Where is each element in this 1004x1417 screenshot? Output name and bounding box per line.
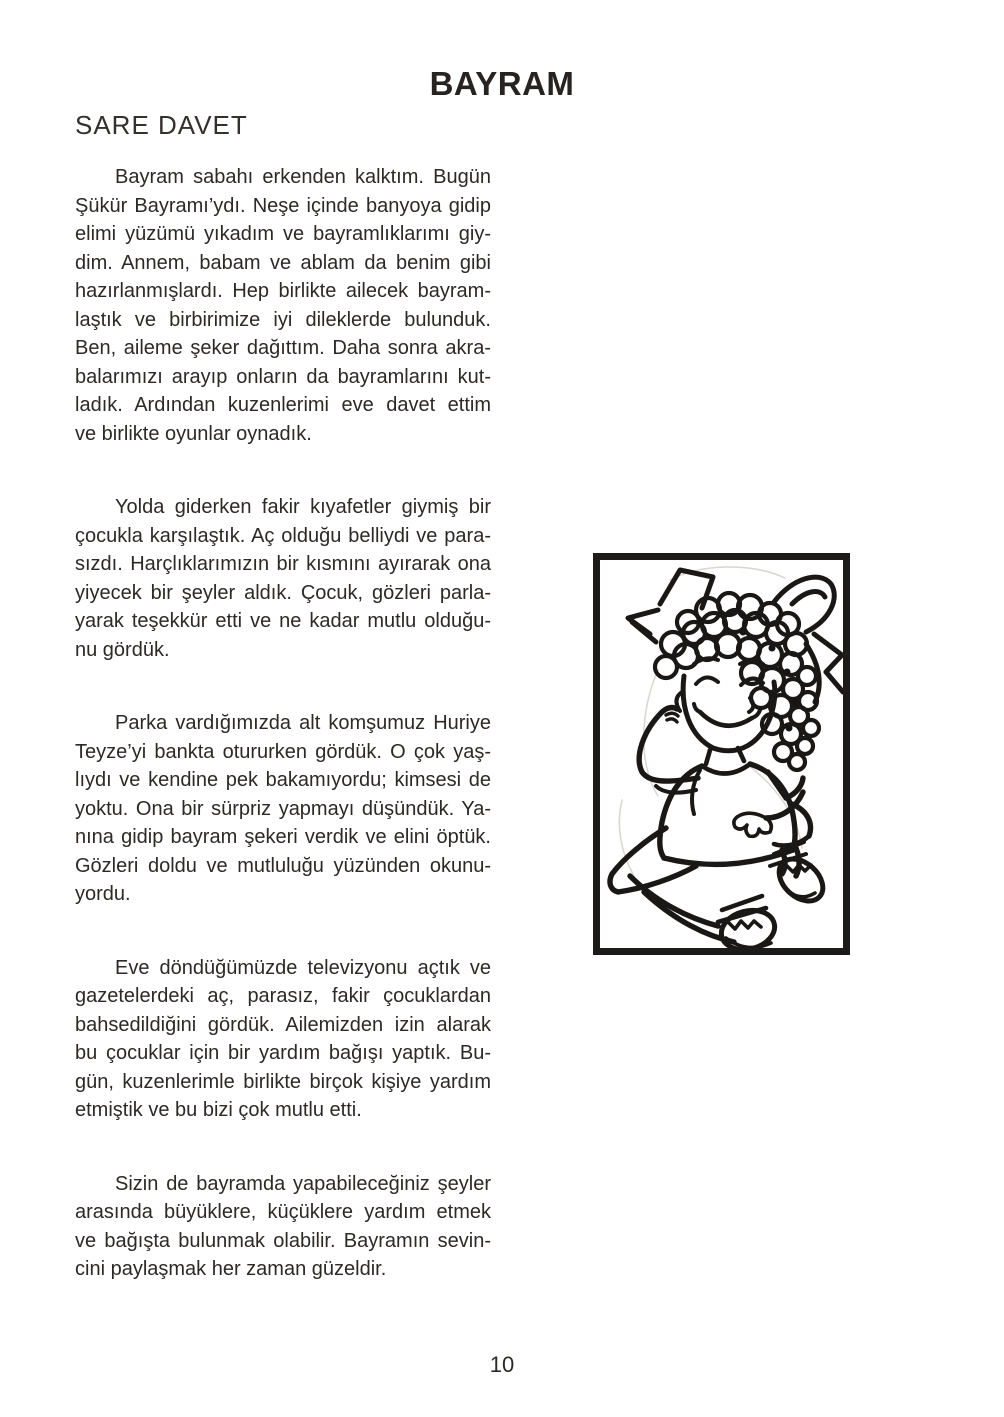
text-line: bu çocuklar için bir yardım bağışı yaptık. Bu- bbox=[75, 1042, 491, 1064]
text-line: Şükür Bayramı’ydı. Neşe içinde banyoya gidip bbox=[75, 194, 491, 217]
face-icon bbox=[676, 658, 774, 751]
text-line: nına gidip bayram şekeri verdik ve elini öptük. bbox=[75, 826, 491, 848]
paragraph bbox=[75, 163, 491, 448]
text-line: balarımızı arayıp onların da bayramlarını kut- bbox=[75, 365, 491, 388]
text-line: yoktu. Ona bir sürpriz yapmayı düşündük. Ya- bbox=[75, 797, 491, 820]
text-line: Sizin de bayramda yapabileceğiniz şeyler bbox=[115, 1172, 491, 1195]
text-line: ve birlikte oyunlar oynadık. bbox=[75, 422, 312, 445]
text-line: yiyecek bir şeyler aldık. Çocuk, gözleri parla- bbox=[75, 581, 491, 604]
text-line: yarak teşekkür etti ve ne kadar mutlu olduğu- bbox=[75, 610, 491, 632]
text-line: Gözleri doldu ve mutluluğu yüzünden okunu- bbox=[75, 854, 491, 877]
text-line: Yolda giderken fakir kıyafetler giymiş bir bbox=[115, 496, 491, 518]
text-line: elimi yüzümü yıkadım ve bayramlıklarımı giy- bbox=[75, 223, 491, 245]
hair-curls-icon bbox=[655, 593, 819, 770]
text-line: Eve döndüğümüzde televizyonu açtık ve bbox=[115, 956, 491, 979]
tummy-arm-icon bbox=[734, 792, 811, 846]
text-line: nu gördük. bbox=[75, 638, 170, 661]
paragraph bbox=[75, 709, 491, 909]
text-line: arasında büyüklere, küçüklere yardım etmek bbox=[75, 1201, 491, 1223]
page-title: BAYRAM bbox=[429, 65, 575, 102]
text-line: yordu. bbox=[75, 883, 131, 905]
paragraph bbox=[75, 954, 491, 1125]
text-line: ve bağışta bulunmak olabilir. Bayramın sevin- bbox=[75, 1229, 491, 1252]
page-number: 10 bbox=[489, 1352, 515, 1377]
text-line: Teyze’yi bankta otururken gördük. O çok yaş- bbox=[75, 740, 491, 763]
illustration-frame bbox=[593, 553, 850, 955]
text-line: etmiştik ve bu bizi çok mutlu etti. bbox=[75, 1099, 362, 1121]
paragraph bbox=[75, 1170, 491, 1284]
text-line: ladık. Ardından kuzenlerimi eve davet ettim bbox=[75, 394, 491, 416]
text-line: Ben, aileme şeker dağıttım. Daha sonra akra- bbox=[75, 337, 491, 359]
text-line: bahsedildiğini gördük. Ailemizden izin alarak bbox=[75, 1013, 491, 1036]
text-line: laştık ve birbirimize iyi dileklerde bulunduk. bbox=[75, 308, 491, 331]
text-line: gazetelerdeki aç, parasız, fakir çocuklardan bbox=[75, 985, 491, 1007]
text-line: Bayram sabahı erkenden kalktım. Bugün bbox=[115, 166, 491, 188]
text-line: lıydı ve kendine pek bakamıyordu; kimsesi de bbox=[75, 769, 491, 791]
paragraph bbox=[75, 493, 491, 664]
text-line: hazırlanmışlardı. Hep birlikte ailecek bayram- bbox=[75, 280, 491, 302]
text-line: dim. Annem, babam ve ablam da benim gibi bbox=[75, 251, 491, 274]
author-name: SARE DAVET bbox=[75, 110, 248, 140]
girl-sketch-illustration bbox=[600, 560, 843, 948]
article bbox=[75, 163, 491, 1329]
text-line: sızdı. Harçlıklarımızın bir kısmını ayırarak ona bbox=[75, 553, 491, 575]
text-line: gün, kuzenlerimle birlikte birçok kişiye yardım bbox=[75, 1070, 491, 1093]
text-line: cini paylaşmak her zaman güzeldir. bbox=[75, 1258, 387, 1280]
text-line: Parka vardığımızda alt komşumuz Huriye bbox=[115, 712, 491, 734]
text-line: çocukla karşılaştık. Aç olduğu belliydi ve para- bbox=[75, 524, 491, 547]
